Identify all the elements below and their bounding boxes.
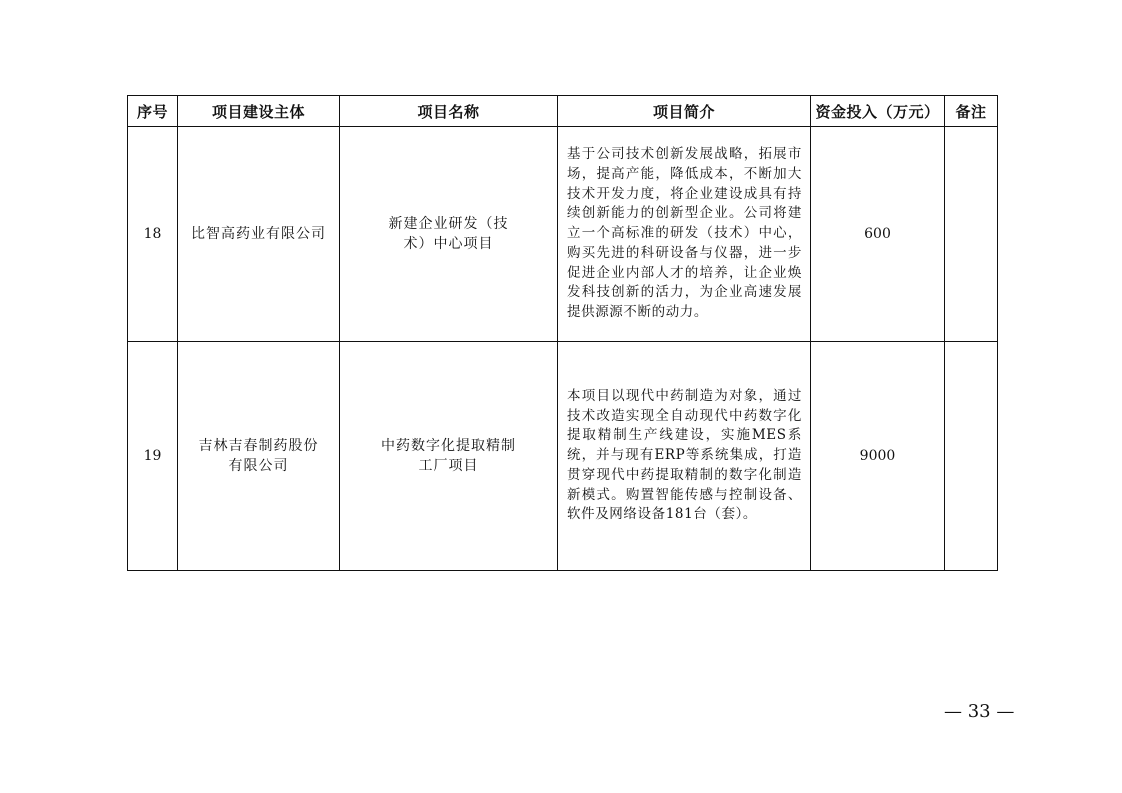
header-entity: 项目建设主体 (178, 96, 340, 127)
row-remarks (945, 127, 998, 342)
header-remarks: 备注 (945, 96, 998, 127)
table-row (128, 127, 998, 342)
header-investment: 资金投入（万元） (811, 96, 945, 127)
row-project-intro: 基于公司技术创新发展战略，拓展市场，提高产能，降低成本，不断加大技术开发力度，将企业建设成具有持续创新能力的创新型企业。公司将建立一个高标准的研发（技术）中心，购买先进的科研设备与仪器，进一步促进企业内部人才的培养，让企业焕发科技创新的活力，为企业高速发展提供源源不断的动力。 (558, 127, 811, 342)
row-index: 19 (128, 342, 178, 571)
header-project-name: 项目名称 (340, 96, 558, 127)
page-number: — 33 — (944, 701, 1015, 722)
row-entity: 比智高药业有限公司 (178, 127, 340, 342)
row-remarks (945, 342, 998, 571)
header-index: 序号 (128, 96, 178, 127)
row-entity: 吉林吉春制药股份有限公司 (178, 342, 340, 571)
row-project-name: 中药数字化提取精制工厂项目 (340, 342, 558, 571)
project-table (127, 95, 998, 571)
header-project-intro: 项目简介 (558, 96, 811, 127)
row-project-name: 新建企业研发（技术）中心项目 (340, 127, 558, 342)
row-project-intro: 本项目以现代中药制造为对象，通过技术改造实现全自动现代中药数字化提取精制生产线建设，实施MES系统，并与现有ERP等系统集成，打造贯穿现代中药提取精制的数字化制造新模式。购置智能传感与控制设备、软件及网络设备181台（套）。 (558, 342, 811, 571)
row-investment: 600 (811, 127, 945, 342)
table-header-row (128, 96, 998, 127)
row-investment: 9000 (811, 342, 945, 571)
row-index: 18 (128, 127, 178, 342)
table-row (128, 342, 998, 571)
